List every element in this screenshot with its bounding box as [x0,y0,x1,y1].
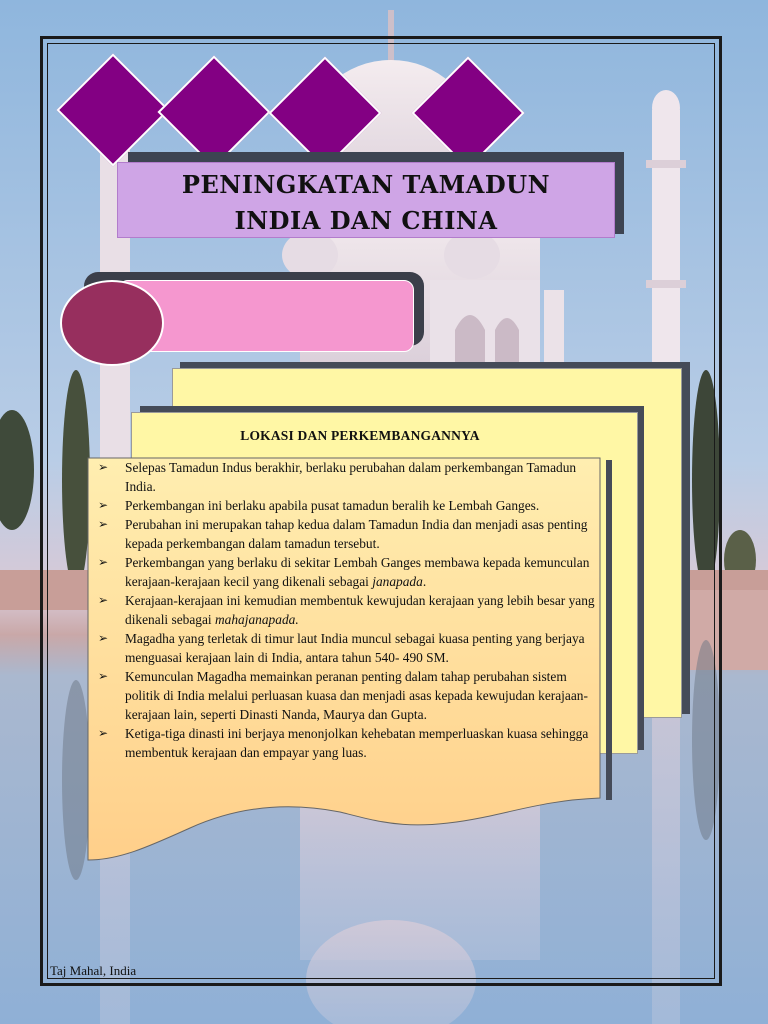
list-item-text: Selepas Tamadun Indus berakhir, berlaku perubahan dalam perkembangan Tamadun India. [125,460,577,494]
decorative-circle [60,280,164,366]
list-item-text: Perubahan ini merupakan tahap kedua dalam Tamadun India dan menjadi asas penting kepada perkembangan dalam tamadun tersebut. [125,517,588,551]
list-item-tail: . [422,574,427,589]
list-item-text: Magadha yang terletak di timur laut India muncul sebagai kuasa penting yang berjaya menguasai kerajaan lain di India, antara tahun 540- 490 SM. [125,631,585,665]
arrow-bullet-icon: ➢ [98,498,109,512]
list-item [96,629,596,667]
list-item-italic-term: mahajanapada. [214,612,299,627]
arrow-bullet-icon: ➢ [98,460,109,474]
list-item-text: Ketiga-tiga dinasti ini berjaya menonjolkan kehebatan memperluaskan kuasa sehingga membentuk kerajaan dan empayar yang luas. [125,726,589,760]
arrow-bullet-icon: ➢ [98,631,109,645]
list-item [96,724,596,762]
arrow-bullet-icon: ➢ [98,726,109,740]
list-item [96,496,596,515]
arrow-bullet-icon: ➢ [98,555,109,569]
arrow-bullet-icon: ➢ [98,517,109,531]
image-caption: Taj Mahal, India [50,963,137,978]
list-item [96,591,596,629]
list-item [96,515,596,553]
list-item [96,553,596,591]
arrow-bullet-icon: ➢ [98,593,109,607]
list-item [96,458,596,496]
section-heading: LOKASI DAN PERKEMBANGANNYA [240,428,480,443]
title-banner [117,162,615,238]
list-item-text: Perkembangan yang berlaku di sekitar Lembah Ganges membawa kepada kemunculan kerajaan-kerajaan kecil yang dikenali sebagai [125,555,590,589]
page-title-line-2: INDIA DAN CHINA [234,206,498,235]
page-title-line-1: PENINGKATAN TAMADUN [181,170,551,199]
list-item [96,667,596,724]
list-item-italic-term: janapada [372,574,423,589]
list-item-text: Kemunculan Magadha memainkan peranan penting dalam tahap perubahan sistem politik di India melalui perluasan kuasa dan menjadi asas kepada kewujudan kerajaan-kerajaan lain, seperti Dinasti Nanda, Maurya dan Gupta. [125,669,588,722]
arrow-bullet-icon: ➢ [98,669,109,683]
point-list [96,458,596,762]
list-item-text: Perkembangan ini berlaku apabila pusat tamadun beralih ke Lembah Ganges. [125,498,540,513]
list-item-text: Kerajaan-kerajaan ini kemudian membentuk kewujudan kerajaan yang lebih besar yang dikenali sebagai [125,593,595,627]
